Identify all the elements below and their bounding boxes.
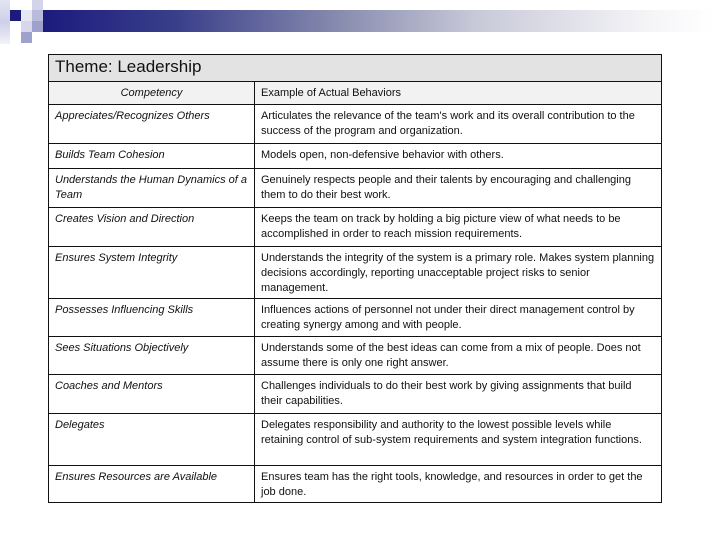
decor-square-light xyxy=(21,21,32,32)
table-row xyxy=(49,105,662,144)
column-header-competency: Competency xyxy=(49,82,255,105)
behavior-cell: Influences actions of personnel not under their direct management control by creating synergy among and with people. xyxy=(255,299,662,337)
table-row xyxy=(49,208,662,247)
table-row xyxy=(49,414,662,466)
theme-title-row xyxy=(49,55,662,82)
competency-table xyxy=(48,54,662,503)
competency-cell: Coaches and Mentors xyxy=(49,375,255,414)
decor-square-medium xyxy=(32,21,43,32)
competency-cell: Appreciates/Recognizes Others xyxy=(49,105,255,144)
behavior-cell: Ensures team has the right tools, knowledge, and resources in order to get the job done. xyxy=(255,466,662,503)
competency-cell: Creates Vision and Direction xyxy=(49,208,255,247)
behavior-cell: Models open, non-defensive behavior with others. xyxy=(255,144,662,169)
table-row xyxy=(49,144,662,169)
left-fade-strip xyxy=(0,0,10,44)
decor-square-light xyxy=(21,10,32,21)
table-row xyxy=(49,337,662,375)
behavior-cell: Challenges individuals to do their best work by giving assignments that build their capabilities. xyxy=(255,375,662,414)
table-row xyxy=(49,466,662,503)
behavior-cell: Articulates the relevance of the team's work and its overall contribution to the success of the program and organization. xyxy=(255,105,662,144)
table-header-row xyxy=(49,82,662,105)
competency-cell: Understands the Human Dynamics of a Team xyxy=(49,169,255,208)
decor-square-dark xyxy=(10,10,21,21)
table-row xyxy=(49,375,662,414)
table-row xyxy=(49,169,662,208)
decor-square-medium xyxy=(32,10,43,21)
competency-cell: Ensures Resources are Available xyxy=(49,466,255,503)
behavior-cell: Delegates responsibility and authority to the lowest possible levels while retaining control of sub-system requirements and system integration functions. xyxy=(255,414,662,466)
competency-cell: Sees Situations Objectively xyxy=(49,337,255,375)
behavior-cell: Genuinely respects people and their talents by encouraging and challenging them to do their best work. xyxy=(255,169,662,208)
competency-cell: Builds Team Cohesion xyxy=(49,144,255,169)
behavior-cell: Understands the integrity of the system is a primary role. Makes system planning decisions accordingly, reporting unacceptable project risks to senior management. xyxy=(255,247,662,299)
theme-title: Theme: Leadership xyxy=(49,55,662,82)
competency-cell: Delegates xyxy=(49,414,255,466)
behavior-cell: Keeps the team on track by holding a big picture view of what needs to be accomplished in order to reach mission requirements. xyxy=(255,208,662,247)
table-row xyxy=(49,247,662,299)
column-header-behaviors: Example of Actual Behaviors xyxy=(255,82,662,105)
title-banner-gradient xyxy=(43,10,713,32)
behavior-cell: Understands some of the best ideas can come from a mix of people. Does not assume there is only one right answer. xyxy=(255,337,662,375)
decor-square-medium xyxy=(21,32,32,43)
table-row xyxy=(49,299,662,337)
decor-square-light xyxy=(32,0,43,10)
competency-cell: Ensures System Integrity xyxy=(49,247,255,299)
competency-cell: Possesses Influencing Skills xyxy=(49,299,255,337)
